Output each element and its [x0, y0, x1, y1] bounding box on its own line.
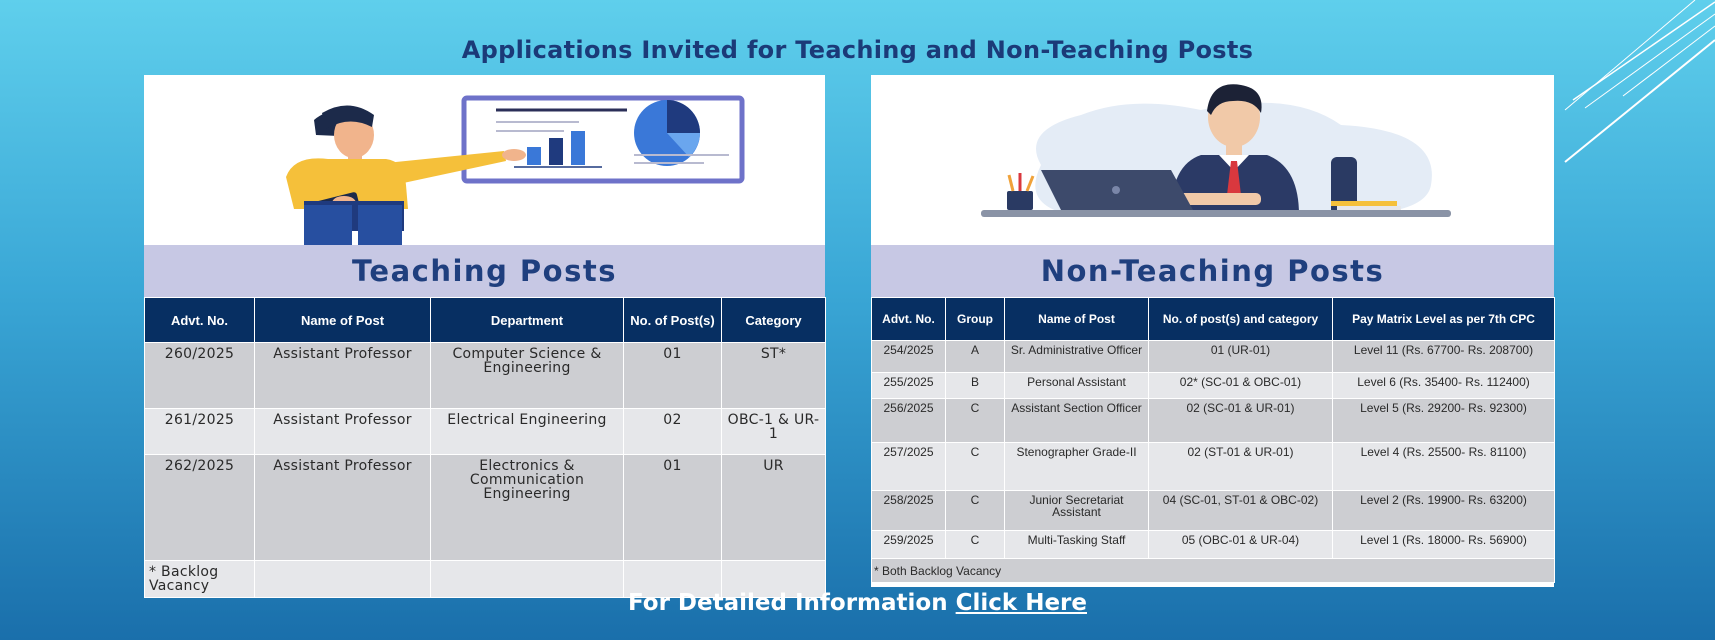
column-header: Name of Post — [255, 298, 431, 343]
table-row — [145, 343, 826, 409]
pay-level-cell: Level 11 (Rs. 67700- Rs. 208700) — [1333, 341, 1555, 373]
table-row — [145, 455, 826, 561]
table-row — [872, 443, 1555, 491]
pay-level-cell: Level 1 (Rs. 18000- Rs. 56900) — [1333, 531, 1555, 559]
pay-level-cell: Level 6 (Rs. 35400- Rs. 112400) — [1333, 373, 1555, 399]
table-header-row — [872, 298, 1555, 341]
post-count-cell: 01 — [624, 455, 722, 561]
office-worker-laptop-illustration — [871, 75, 1554, 245]
group-cell: C — [946, 443, 1005, 491]
column-header: Advt. No. — [145, 298, 255, 343]
advt-no-cell: 259/2025 — [872, 531, 946, 559]
category-cell: OBC-1 & UR-1 — [722, 409, 826, 455]
page-title: Applications Invited for Teaching and Non-Teaching Posts — [461, 36, 1254, 64]
column-header: No. of Post(s) — [624, 298, 722, 343]
column-header: No. of post(s) and category — [1149, 298, 1333, 341]
non-teaching-posts-panel — [871, 75, 1554, 587]
column-header: Department — [431, 298, 624, 343]
table-row — [872, 399, 1555, 443]
column-header: Pay Matrix Level as per 7th CPC — [1333, 298, 1555, 341]
post-name-cell: Assistant Professor — [255, 343, 431, 409]
table-row — [145, 409, 826, 455]
post-name-cell: Assistant Professor — [255, 409, 431, 455]
pay-level-cell: Level 4 (Rs. 25500- Rs. 81100) — [1333, 443, 1555, 491]
category-cell: UR — [722, 455, 826, 561]
column-header: Advt. No. — [872, 298, 946, 341]
advt-no-cell: 255/2025 — [872, 373, 946, 399]
post-name-cell: Stenographer Grade-II — [1005, 443, 1149, 491]
teaching-posts-table — [144, 297, 826, 598]
group-cell: C — [946, 491, 1005, 531]
click-here-link[interactable]: Click Here — [955, 590, 1087, 616]
table-row — [872, 373, 1555, 399]
post-name-cell: Multi-Tasking Staff — [1005, 531, 1149, 559]
non-teaching-posts-table — [871, 297, 1555, 583]
table-header-row — [145, 298, 826, 343]
advt-no-cell: 260/2025 — [145, 343, 255, 409]
pay-level-cell: Level 2 (Rs. 19900- Rs. 63200) — [1333, 491, 1555, 531]
backlog-note: * Backlog Vacancy — [145, 561, 255, 598]
advt-no-cell: 257/2025 — [872, 443, 946, 491]
teaching-posts-panel — [144, 75, 825, 594]
department-cell: Computer Science & Engineering — [431, 343, 624, 409]
advt-no-cell: 256/2025 — [872, 399, 946, 443]
pay-level-cell: Level 5 (Rs. 29200- Rs. 92300) — [1333, 399, 1555, 443]
backlog-note: * Both Backlog Vacancy — [872, 559, 1555, 583]
teaching-posts-heading-band — [144, 245, 825, 297]
advt-no-cell: 254/2025 — [872, 341, 946, 373]
column-header: Group — [946, 298, 1005, 341]
post-name-cell: Sr. Administrative Officer — [1005, 341, 1149, 373]
category-cell: ST* — [722, 343, 826, 409]
post-name-cell: Personal Assistant — [1005, 373, 1149, 399]
post-count-cell: 02* (SC-01 & OBC-01) — [1149, 373, 1333, 399]
group-cell: C — [946, 399, 1005, 443]
post-name-cell: Junior Secretariat Assistant — [1005, 491, 1149, 531]
non-teaching-posts-heading-band — [871, 245, 1554, 297]
post-name-cell: Assistant Section Officer — [1005, 399, 1149, 443]
post-count-cell: 02 — [624, 409, 722, 455]
advt-no-cell: 261/2025 — [145, 409, 255, 455]
table-row — [872, 491, 1555, 531]
footer-info — [0, 590, 1715, 616]
post-count-cell: 01 (UR-01) — [1149, 341, 1333, 373]
advt-no-cell: 262/2025 — [145, 455, 255, 561]
column-header: Name of Post — [1005, 298, 1149, 341]
department-cell: Electronics & Communication Engineering — [431, 455, 624, 561]
table-row — [872, 531, 1555, 559]
post-name-cell: Assistant Professor — [255, 455, 431, 561]
decorative-lines — [1545, 0, 1715, 170]
footer-text: For Detailed Information — [628, 590, 948, 616]
group-cell: B — [946, 373, 1005, 399]
column-header: Category — [722, 298, 826, 343]
post-count-cell: 02 (SC-01 & UR-01) — [1149, 399, 1333, 443]
advt-no-cell: 258/2025 — [872, 491, 946, 531]
post-count-cell: 02 (ST-01 & UR-01) — [1149, 443, 1333, 491]
group-cell: A — [946, 341, 1005, 373]
non-teaching-posts-heading: Non-Teaching Posts — [1040, 254, 1385, 288]
post-count-cell: 01 — [624, 343, 722, 409]
group-cell: C — [946, 531, 1005, 559]
teaching-posts-heading: Teaching Posts — [351, 254, 617, 288]
post-count-cell: 04 (SC-01, ST-01 & OBC-02) — [1149, 491, 1333, 531]
department-cell: Electrical Engineering — [431, 409, 624, 455]
post-count-cell: 05 (OBC-01 & UR-04) — [1149, 531, 1333, 559]
table-row — [872, 341, 1555, 373]
table-note-row — [872, 559, 1555, 583]
teacher-presenting-illustration — [144, 75, 825, 245]
